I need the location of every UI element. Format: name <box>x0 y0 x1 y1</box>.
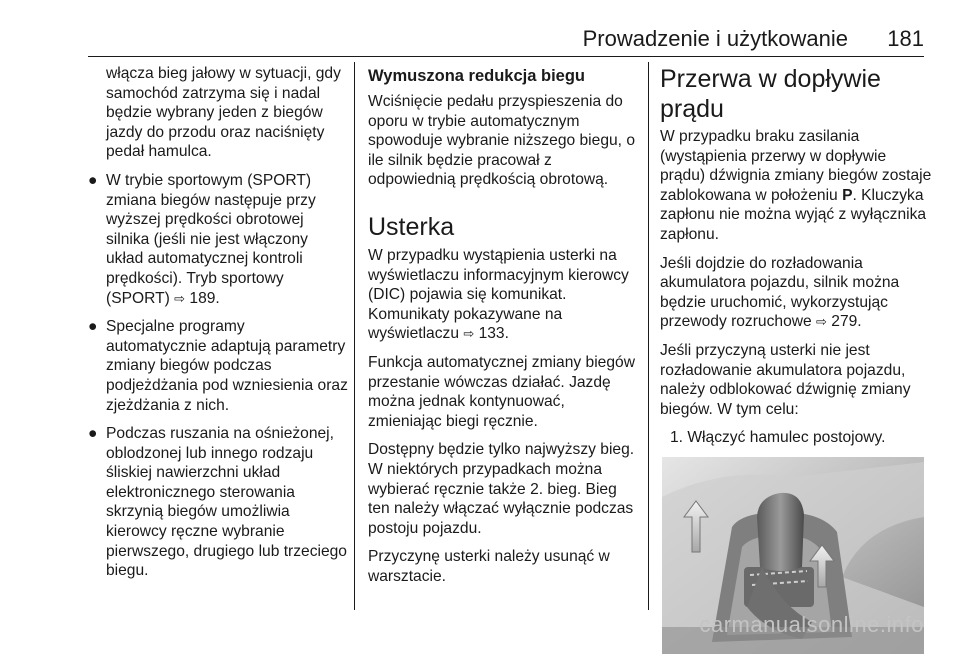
running-header-title: Prowadzenie i użytkowanie <box>582 26 848 51</box>
bullet-item <box>86 424 348 581</box>
page-ref-arrow-icon: ⇨ <box>816 314 827 330</box>
column-divider-1 <box>354 62 355 610</box>
bullet-marker: ● <box>88 425 98 443</box>
column-1 <box>86 64 348 590</box>
gear-position-p: P <box>842 186 853 204</box>
paragraph-text: W przypadku wystąpienia usterki na wyświetlaczu informacyjnym kierowcy (DIC) pojawia się komunikat. Komunikaty pokazywane na wyświetlaczu <box>368 246 629 343</box>
bullet-text: Specjalne programy automatycznie adaptują parametry zmiany biegów podczas podjeżdżania pod wzniesienia oraz zjeżdżania z nich. <box>106 318 348 414</box>
page-number: 181 <box>887 26 924 51</box>
bullet-marker: ● <box>88 171 98 189</box>
column-divider-2 <box>648 62 649 610</box>
section-heading-fault: Usterka <box>368 212 455 241</box>
bullet-item <box>86 171 348 308</box>
paragraph <box>660 127 932 245</box>
paragraph: Funkcja automatycznej zmiany biegów przestanie wówczas działać. Jazdę można jednak kontynuować, zmieniając biegi ręcznie. <box>368 353 635 430</box>
bullet-text: W trybie sportowym (SPORT) zmiana biegów następuje przy wyższej prędkości obrotowej silnika (jeśli nie jest włączony układ automatycznej kontroli prędkości). Tryb sportowy (SPORT) <box>106 171 316 307</box>
section-heading-power-failure: Przerwa w dopływie prądu <box>660 65 881 123</box>
paragraph-text: . Kluczyka zapłonu nie można wyjąć z wyłącznika zapłonu. <box>660 186 927 243</box>
paragraph <box>368 246 640 344</box>
page-ref[interactable]: 189. <box>185 289 220 307</box>
paragraph-text: W przypadku braku zasilania (wystąpienia przerwy w dopływie prądu) dźwignia zmiany biegów zostaje zablokowana w położeniu <box>660 128 932 204</box>
header-rule <box>88 56 924 57</box>
paragraph: Dostępny będzie tylko najwyższy bieg. W niektórych przypadkach można wybierać ręcznie także 2. bieg. Bieg ten należy włączać wyłącznie podczas postoju pojazdu. <box>368 441 635 537</box>
paragraph: Wciśnięcie pedału przyspieszenia do oporu w trybie automatycznym spowoduje wybranie niższego biegu, o ile silnik będzie pracował z odpowiednią prędkością obrotową. <box>368 93 635 189</box>
page-ref-arrow-icon: ⇨ <box>463 326 475 342</box>
bullet-text: Podczas ruszania na ośnieżonej, oblodzonej lub innego rodzaju śliskiej nawierzchni układ elektronicznego sterowania skrzynią biegów umożliwia kierowcy ręczne wybranie pierwszego, drugiego lub trzeciego biegu. <box>106 425 347 580</box>
column-2 <box>368 64 640 595</box>
section-heading-kickdown: Wymuszona redukcja biegu <box>368 67 585 85</box>
bullet-marker: ● <box>88 318 98 336</box>
page-ref[interactable]: 133. <box>474 325 509 343</box>
paragraph: Przyczynę usterki należy usunąć w warsztacie. <box>368 548 610 585</box>
paragraph: Jeśli przyczyną usterki nie jest rozładowanie akumulatora pojazdu, należy odblokować dźwignię zmiany biegów. W tym celu: <box>660 341 911 418</box>
page-ref-arrow-icon: ⇨ <box>174 290 186 306</box>
paragraph-text: Jeśli dojdzie do rozładowania akumulatora pojazdu, silnik można będzie uruchomić, wykorzystując przewody rozruchowe <box>660 254 900 331</box>
continued-paragraph: włącza bieg jałowy w sytuacji, gdy samochód zatrzyma się i nadal będzie wybrany jeden z biegów jazdy do przodu oraz naciśnięty pedał hamulca. <box>106 65 341 161</box>
column-3 <box>660 64 932 654</box>
page-ref[interactable]: 279. <box>826 313 862 331</box>
paragraph <box>660 254 932 332</box>
step-1: 1. Włączyć hamulec postojowy. <box>670 429 886 447</box>
bullet-item <box>86 317 348 415</box>
watermark-text: carmanualsonline.info <box>699 612 924 637</box>
